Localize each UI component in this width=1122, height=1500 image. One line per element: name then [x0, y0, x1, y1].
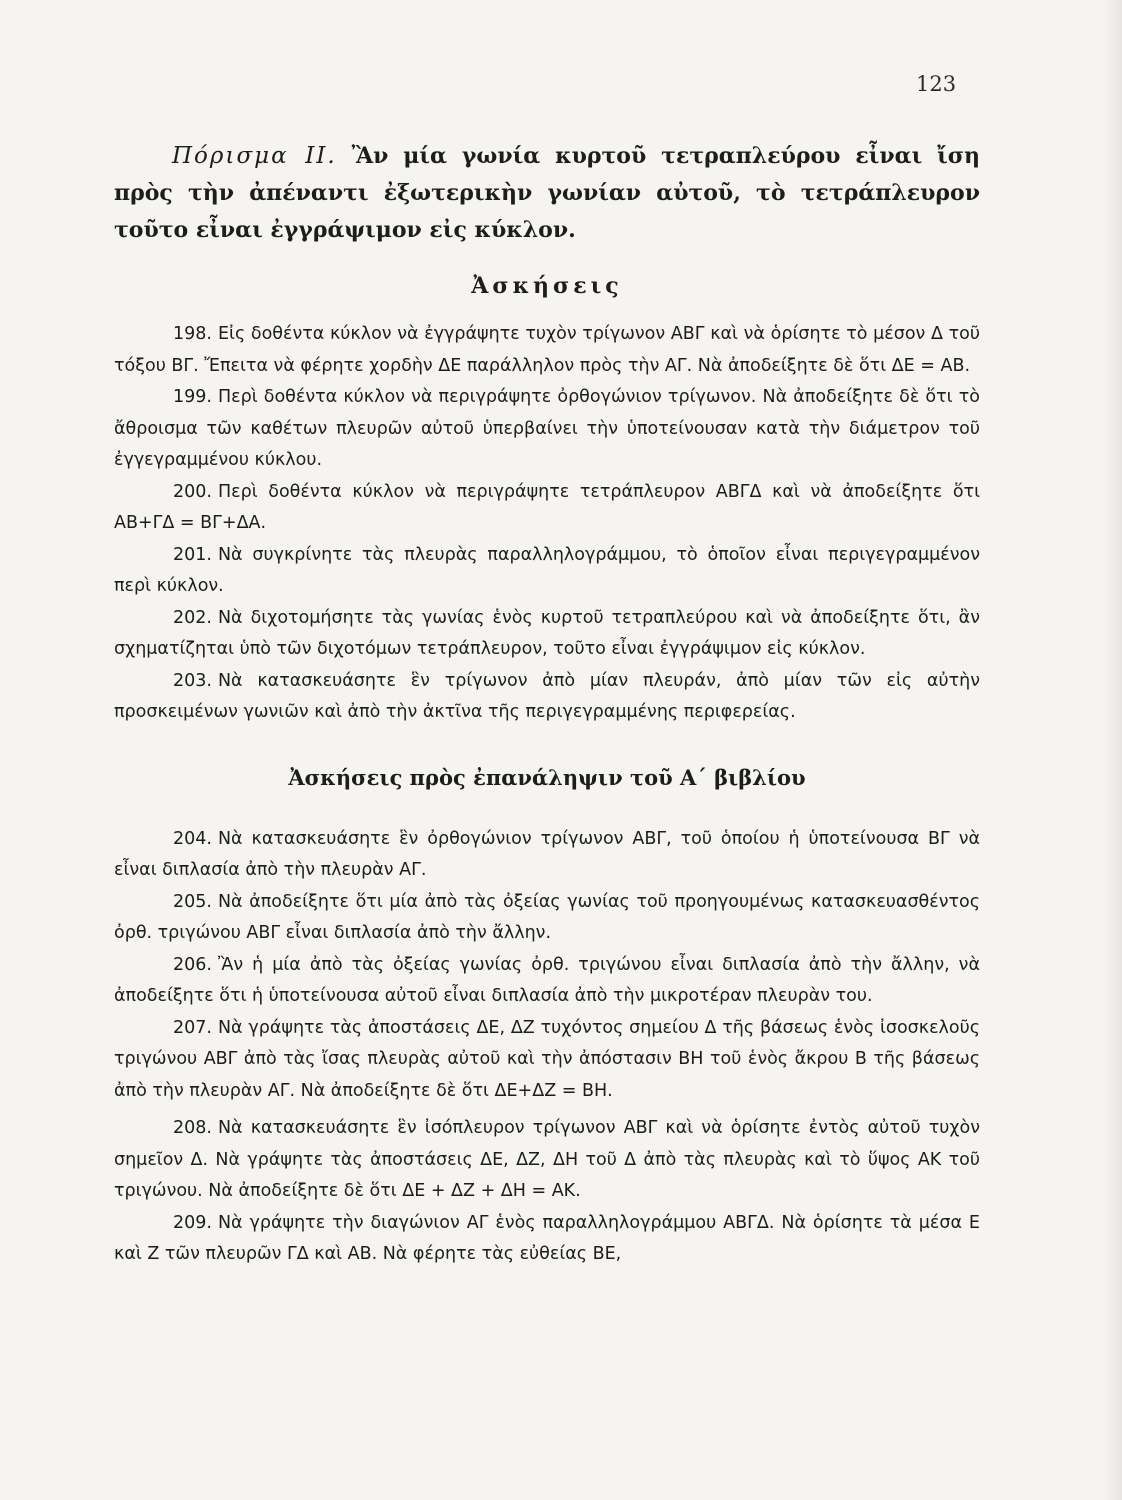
exercise-text: Περὶ δοθέντα κύκλον νὰ περιγράψητε ὀρθογώνιον τρίγωνον. Νὰ ἀποδείξητε δὲ ὅτι τὸ ἄθροισμα τῶν καθέτων πλευρῶν αὐτοῦ ὑπερβαίνει τὴν ὑποτείνουσαν κατὰ τὴν διάμετρον τοῦ ἐγγεγραμμένου κύκλου.: [114, 387, 980, 470]
exercise-199: [114, 382, 980, 477]
exercise-text: Νὰ γράψητε τὴν διαγώνιον ΑΓ ἑνὸς παραλληλογράμμου ΑΒΓΔ. Νὰ ὁρίσητε τὰ μέσα Ε καὶ Ζ τῶν πλευρῶν ΓΔ καὶ ΑΒ. Νὰ φέρητε τὰς εὐθείας ΒΕ,: [114, 1212, 980, 1264]
exercise-201: [114, 540, 980, 603]
exercise-number: 207.: [173, 1017, 212, 1038]
exercise-text: Περὶ δοθέντα κύκλον νὰ περιγράψητε τετράπλευρον ΑΒΓΔ καὶ νὰ ἀποδείξητε ὅτι ΑΒ+ΓΔ = ΒΓ+ΔΑ.: [114, 481, 980, 533]
exercise-200: [114, 477, 980, 540]
exercise-text: Νὰ ἀποδείξητε ὅτι μία ἀπὸ τὰς ὀξείας γωνίας τοῦ προηγουμένως κατασκευασθέντος ὀρθ. τριγώνου ΑΒΓ εἶναι διπλασία ἀπὸ τὴν ἄλλην.: [114, 891, 980, 943]
exercise-text: Νὰ διχοτομήσητε τὰς γωνίας ἑνὸς κυρτοῦ τετραπλεύρου καὶ νὰ ἀποδείξητε ὅτι, ἂν σχηματίζηται ὑπὸ τῶν διχοτόμων τετράπλευρον, τοῦτο εἶναι ἐγγράψιμον εἰς κύκλον.: [114, 607, 980, 659]
page-edge-shadow: [1102, 0, 1122, 1500]
exercise-text: Νὰ συγκρίνητε τὰς πλευρὰς παραλληλογράμμου, τὸ ὁποῖον εἶναι περιγεγραμμένον περὶ κύκλον.: [114, 544, 980, 596]
page-content: [114, 138, 980, 1271]
exercise-209: [114, 1208, 980, 1271]
porisma-paragraph: [114, 138, 980, 249]
exercise-205: [114, 887, 980, 950]
exercise-text: Ἂν ἡ μία ἀπὸ τὰς ὀξείας γωνίας ὀρθ. τριγώνου εἶναι διπλασία ἀπὸ τὴν ἄλλην, νὰ ἀποδείξητε ὅτι ἡ ὑποτείνουσα αὐτοῦ εἶναι διπλασία ἀπὸ τὴν μικροτέραν πλευρὰν του.: [114, 954, 980, 1006]
exercise-text: Νὰ κατασκευάσητε ἓν ὀρθογώνιον τρίγωνον ΑΒΓ, τοῦ ὁποίου ἡ ὑποτείνουσα ΒΓ νὰ εἶναι διπλασία ἀπὸ τὴν πλευρὰν ΑΓ.: [114, 828, 980, 880]
exercise-number: 205.: [173, 891, 212, 912]
exercise-number: 199.: [173, 387, 212, 407]
exercise-number: 200.: [173, 481, 212, 502]
exercise-number: 198.: [173, 324, 212, 344]
exercise-number: 206.: [173, 954, 212, 975]
exercise-text: Νὰ κατασκευάσητε ἓν ἰσόπλευρον τρίγωνον ΑΒΓ καὶ νὰ ὁρίσητε ἐντὸς αὐτοῦ τυχὸν σημεῖον Δ. Νὰ γράψητε τὰς ἀποστάσεις ΔΕ, ΔΖ, ΔΗ τοῦ Δ ἀπὸ τὰς πλευρὰς καὶ τὸ ὕψος ΑΚ τοῦ τριγώνου. Νὰ ἀποδείξητε δὲ ὅτι ΔΕ + ΔΖ + ΔΗ = ΑΚ.: [114, 1118, 980, 1201]
exercise-206: [114, 950, 980, 1013]
exercise-208: [114, 1113, 980, 1208]
exercise-number: 209.: [173, 1212, 212, 1233]
exercise-number: 202.: [173, 607, 212, 628]
exercise-number: 201.: [173, 544, 212, 565]
exercise-204: [114, 824, 980, 887]
section-title-exercises: Ἀσκήσεις: [471, 273, 623, 299]
exercise-list-2: [114, 824, 980, 1271]
exercise-text: Νὰ γράψητε τὰς ἀποστάσεις ΔΕ, ΔΖ τυχόντος σημείου Δ τῆς βάσεως ἑνὸς ἰσοσκελοῦς τριγώνου ΑΒΓ ἀπὸ τὰς ἴσας πλευρὰς αὐτοῦ καὶ τὴν ἀπόστασιν ΒΗ τοῦ ἑνὸς ἄκρου Β τῆς βάσεως ἀπὸ τὴν πλευρὰν ΑΓ. Νὰ ἀποδείξητε δὲ ὅτι ΔΕ+ΔΖ = ΒΗ.: [114, 1017, 980, 1101]
porisma-label: Πόρισμα II.: [172, 143, 337, 169]
porisma-text: Ἂν μία γωνία κυρτοῦ τετραπλεύρου εἶναι ἴση πρὸς τὴν ἀπέναντι ἐξωτερικὴν γωνίαν αὐτοῦ, τὸ τετράπλευρον τοῦτο εἶναι ἐγγράψιμον εἰς κύκλον.: [114, 143, 980, 243]
section-title-review: Ἀσκήσεις πρὸς ἐπανάληψιν τοῦ Α΄ βιβλίου: [288, 764, 806, 790]
exercise-198: [114, 319, 980, 382]
exercise-number: 203.: [173, 670, 212, 691]
exercise-203: [114, 666, 980, 729]
exercise-text: Νὰ κατασκευάσητε ἓν τρίγωνον ἀπὸ μίαν πλευράν, ἀπὸ μίαν τῶν εἰς αὐτὴν προσκειμένων γωνιῶν καὶ ἀπὸ τὴν ἀκτῖνα τῆς περιγεγραμμένης περιφερείας.: [114, 670, 980, 722]
exercise-number: 208.: [173, 1118, 212, 1138]
exercise-number: 204.: [173, 828, 212, 849]
page-number: 123: [916, 72, 957, 96]
exercise-202: [114, 603, 980, 666]
exercise-207: [114, 1013, 980, 1108]
exercise-list-1: [114, 319, 980, 729]
exercise-text: Εἰς δοθέντα κύκλον νὰ ἐγγράψητε τυχὸν τρίγωνον ΑΒΓ καὶ νὰ ὁρίσητε τὸ μέσον Δ τοῦ τόξου ΒΓ. Ἔπειτα νὰ φέρητε χορδὴν ΔΕ παράλληλον πρὸς τὴν ΑΓ. Νὰ ἀποδείξητε δὲ ὅτι ΔΕ = ΑΒ.: [114, 324, 980, 376]
